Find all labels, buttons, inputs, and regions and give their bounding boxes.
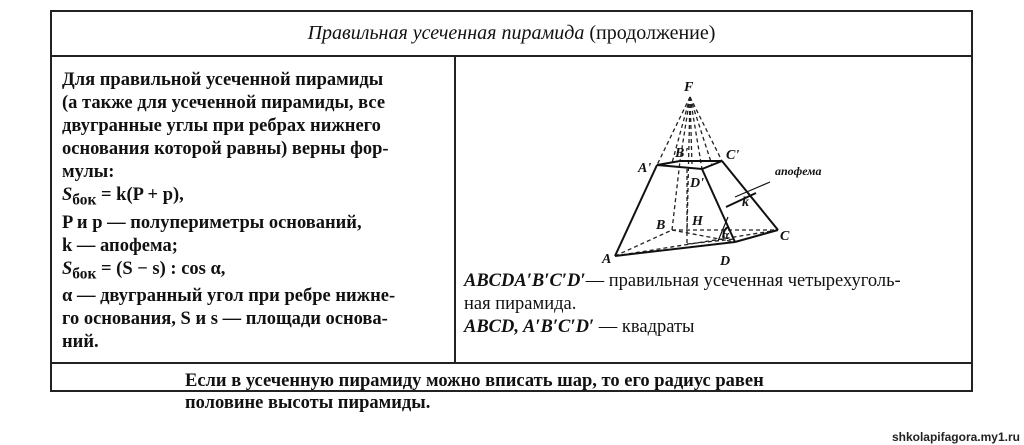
title-suffix: (продолжение) — [589, 22, 716, 44]
label-D: D — [720, 254, 731, 269]
note-line: Если в усеченную пирамиду можно вписать шар, то его радиус равен — [185, 371, 764, 391]
text-line: двугранные углы при ребрах нижнего — [62, 116, 381, 136]
label-C-prime: C' — [726, 148, 740, 163]
text-line: α — двугранный угол при ребре нижне- — [62, 286, 396, 307]
text-line: ний. — [62, 332, 99, 353]
text-line: основания которой равны) верны фор- — [62, 139, 389, 159]
frustum-diagram — [460, 57, 970, 272]
label-A-prime: A' — [638, 161, 652, 176]
label-D-prime: D' — [690, 176, 704, 191]
label-F: F — [684, 80, 694, 95]
figure-column — [460, 57, 970, 362]
inscribed-sphere-note — [52, 364, 971, 413]
label-k: k — [742, 195, 749, 210]
label-A: A — [602, 252, 612, 267]
caption-line: ная пирамида. — [464, 294, 577, 314]
table-title — [52, 12, 971, 57]
figure-caption — [464, 270, 969, 339]
formula-lateral-area: $S_{бок} = k(P + p)$, — [62, 185, 184, 209]
text-line: го основания, S и s — площади основа- — [62, 309, 388, 330]
label-C: C — [780, 229, 790, 244]
text-line: P и p — полупериметры оснований, — [62, 212, 362, 233]
table-frame — [50, 10, 973, 413]
text-line: мулы: — [62, 162, 115, 182]
text-line: (а также для усеченной пирамиды, все — [62, 93, 386, 113]
column-divider — [454, 57, 456, 362]
text-line: k — апофема; — [62, 235, 178, 256]
formula-text-block — [62, 69, 447, 354]
caption-line: ABCD, A′B′C′D′ — квадраты — [464, 317, 695, 337]
label-apothem: апофема — [775, 164, 822, 178]
note-line: половине высоты пирамиды. — [185, 393, 431, 413]
formula-lateral-area-cos: $S_{бок} = (S - s)$ : cos α, — [62, 258, 226, 283]
caption-line: ABCDA′B′C′D′— правильная усеченная четырехуголь- — [464, 271, 901, 291]
title-italic: Правильная усеченная пирамида — [307, 22, 585, 44]
diagram-labels — [601, 80, 822, 269]
label-B: B — [656, 218, 666, 233]
content-row — [52, 57, 971, 364]
label-alpha: α — [722, 227, 730, 242]
text-line: Для правильной усеченной пирамиды — [62, 70, 384, 90]
label-H: H — [692, 214, 703, 229]
label-B-prime: B' — [675, 146, 689, 161]
site-watermark: shkolapifagora.my1.ru — [891, 430, 1020, 444]
